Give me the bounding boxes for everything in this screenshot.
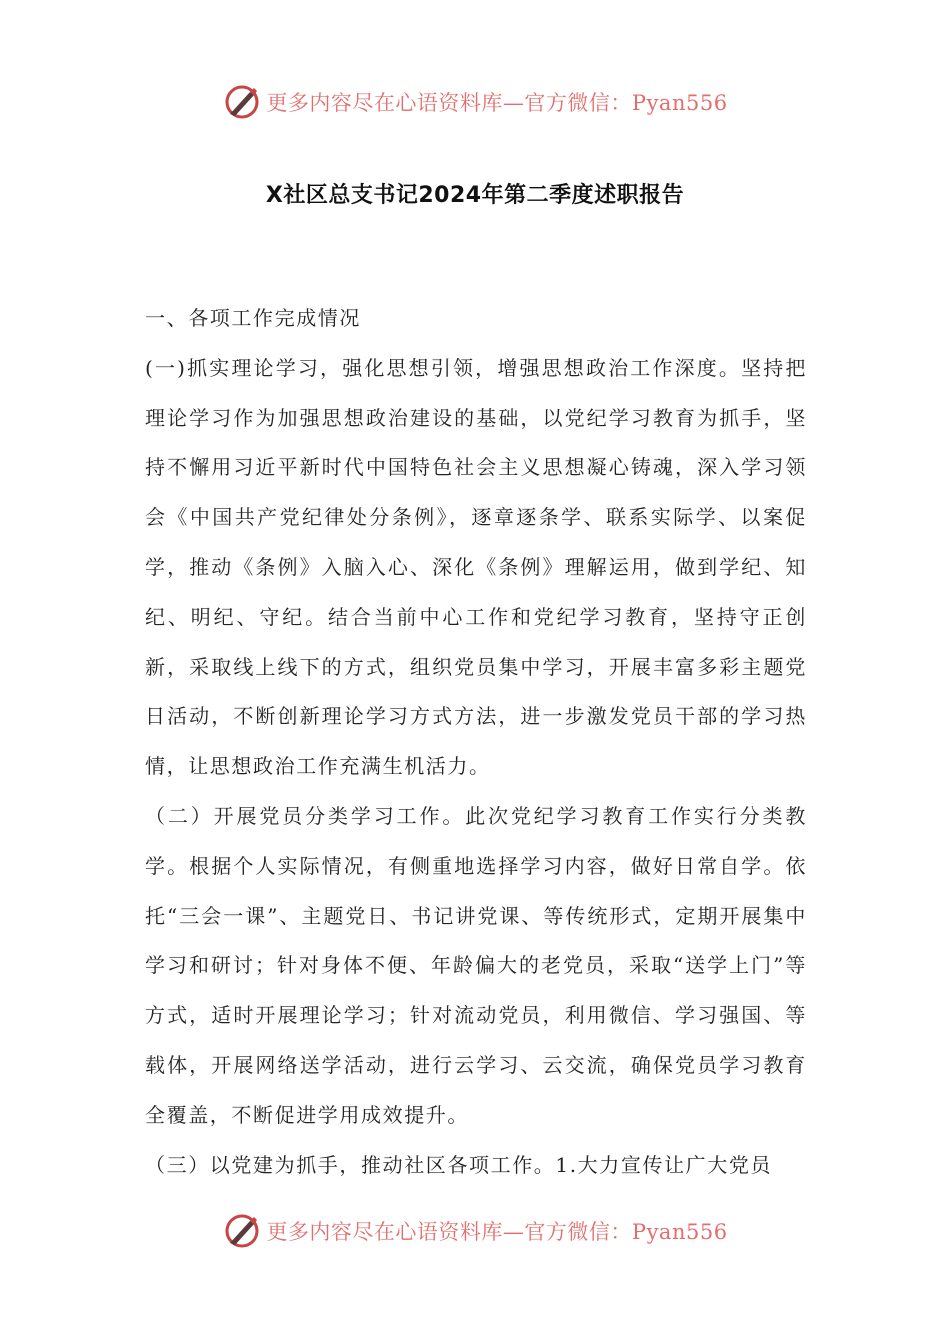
document-body xyxy=(145,294,807,1190)
pen-logo-icon xyxy=(222,82,262,122)
section-heading: 一、各项工作完成情况 xyxy=(145,306,361,330)
banner-text: 更多内容尽在心语资料库—官方微信：Pyan556 xyxy=(266,91,728,115)
banner-text: 更多内容尽在心语资料库—官方微信：Pyan556 xyxy=(266,1220,728,1244)
watermark-banner-bottom xyxy=(0,1209,950,1253)
paragraph: （三）以党建为抓手，推动社区各项工作。1.大力宣传让广大党员 xyxy=(145,1152,773,1177)
pen-logo-icon xyxy=(222,1211,262,1251)
paragraph: (一)抓实理论学习，强化思想引领，增强思想政治工作深度。坚持把理论学习作为加强思想政治建设的基础，以党纪学习教育为抓手，坚持不懈用习近平新时代中国特色社会主义思想凝心铸魂，深入学习领会《中国共产党纪律处分条例》，逐章逐条学、联系实际学、以案促学，推动《条例》入脑入心、深化《条例》理解运用，做到学纪、知纪、明纪、守纪。结合当前中心工作和党纪学习教育，坚持守正创新，采取线上线下的方式，组织党员集中学习，开展丰富多彩主题党日活动，不断创新理论学习方式方法，进一步激发党员干部的学习热情，让思想政治工作充满生机活力。 xyxy=(145,355,807,779)
watermark-banner-top xyxy=(0,80,950,124)
document-title: X社区总支书记2024年第二季度述职报告 xyxy=(265,183,685,208)
paragraph: （二）开展党员分类学习工作。此次党纪学习教育工作实行分类教学。根据个人实际情况，有侧重地选择学习内容，做好日常自学。依托“三会一课”、主题党日、书记讲党课、等传统形式，定期开展集中学习和研讨；针对身体不便、年龄偏大的老党员，采取“送学上门”等方式，适时开展理论学习；针对流动党员，利用微信、学习强国、等载体，开展网络送学活动，进行云学习、云交流，确保党员学习教育全覆盖，不断促进学用成效提升。 xyxy=(145,803,807,1127)
